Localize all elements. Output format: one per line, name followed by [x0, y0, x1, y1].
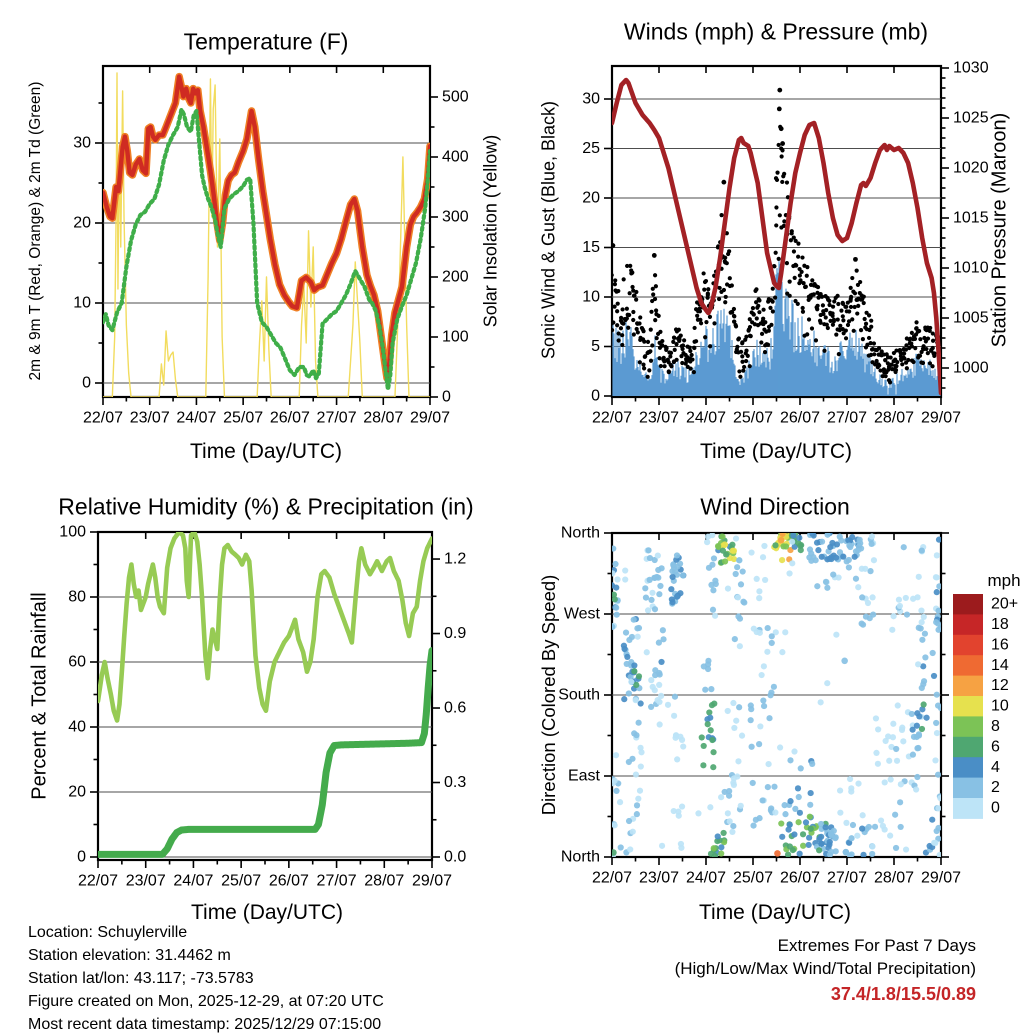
colorbar-title: mph	[987, 571, 1021, 590]
wind-direction-panel-title: Wind Direction	[700, 493, 850, 520]
extremes-values: 37.4/1.8/15.5/0.89	[830, 984, 976, 1004]
footer-elevation: Station elevation: 31.4462 m	[28, 947, 231, 964]
y-axis-label-wind-left: Sonic Wind & Gust (Blue, Black)	[538, 100, 559, 360]
y-axis-label-humidity-left: Percent & Total Rainfall	[28, 592, 51, 800]
humidity-precip-panel-title: Relative Humidity (%) & Precipitation (in)	[58, 493, 474, 520]
extremes-title: Extremes For Past 7 Days	[777, 936, 976, 955]
footer-timestamp: Most recent data timestamp: 2025/12/29 07:15:00	[28, 1016, 382, 1033]
y-axis-label-temperature-left: 2m & 9m T (Red, Orange) & 2m Td (Green)	[27, 81, 44, 381]
x-axis-label-wind-direction: Time (Day/UTC)	[698, 901, 852, 924]
extremes-subtitle: (High/Low/Max Wind/Total Precipitation)	[674, 959, 976, 978]
y-axis-label-pressure-right: Station Pressure (Maroon)	[988, 112, 1011, 348]
winds-pressure-panel-title: Winds (mph) & Pressure (mb)	[623, 18, 929, 45]
temperature-panel-title: Temperature (F)	[183, 28, 349, 55]
y-axis-label-insolation-right: Solar Insolation (Yellow)	[480, 134, 501, 328]
x-axis-label-winds: Time (Day/UTC)	[699, 440, 853, 463]
x-axis-label-humidity: Time (Day/UTC)	[190, 901, 344, 924]
x-axis-label-temperature: Time (Day/UTC)	[189, 440, 343, 463]
y-axis-label-direction-left: Direction (Colored By Speed)	[538, 574, 559, 816]
footer-created: Figure created on Mon, 2025-12-29, at 07:20 UTC	[28, 993, 384, 1010]
footer-location: Location: Schuylerville	[28, 924, 188, 941]
footer-latlon: Station lat/lon: 43.117; -73.5783	[28, 970, 254, 987]
